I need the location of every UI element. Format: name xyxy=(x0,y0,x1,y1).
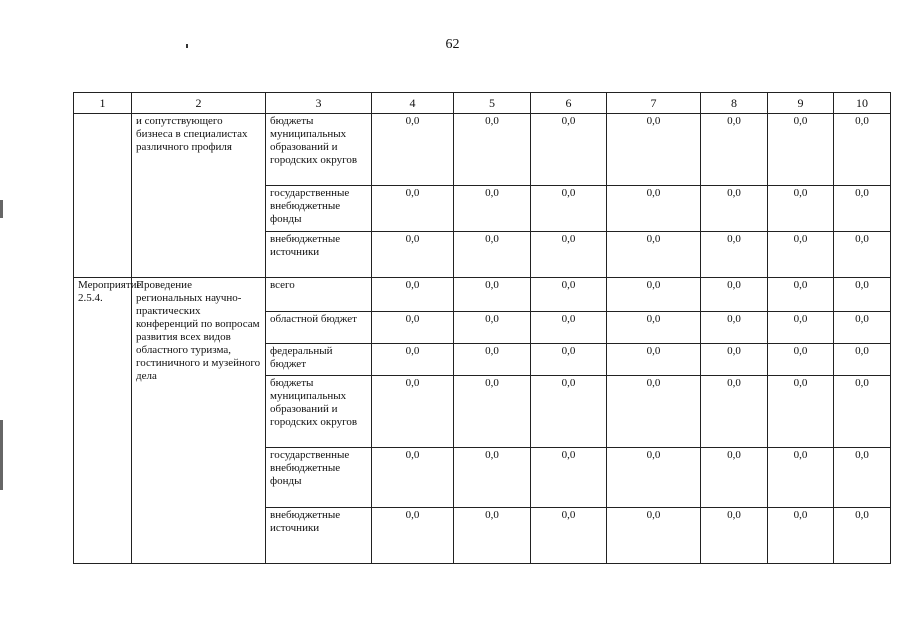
value-cell: 0,0 xyxy=(701,278,768,312)
value-cell: 0,0 xyxy=(607,312,701,344)
value-cell: 0,0 xyxy=(701,508,768,564)
value-cell: 0,0 xyxy=(768,186,834,232)
value-cell: 0,0 xyxy=(768,376,834,448)
funding-source-cell: государственные внебюджетные фонды xyxy=(266,448,372,508)
value-cell: 0,0 xyxy=(372,278,454,312)
funding-source-cell: государственные внебюджетные фонды xyxy=(266,186,372,232)
header-row xyxy=(74,93,891,114)
value-cell: 0,0 xyxy=(768,278,834,312)
funding-source-cell: внебюджетные источники xyxy=(266,232,372,278)
value-cell: 0,0 xyxy=(701,186,768,232)
activity-code-cell: Мероприятие 2.5.4. xyxy=(74,278,132,564)
value-cell: 0,0 xyxy=(531,278,607,312)
value-cell: 0,0 xyxy=(454,114,531,186)
value-cell: 0,0 xyxy=(607,278,701,312)
value-cell: 0,0 xyxy=(701,448,768,508)
value-cell: 0,0 xyxy=(701,312,768,344)
value-cell: 0,0 xyxy=(768,232,834,278)
header-cell: 7 xyxy=(607,93,701,114)
value-cell: 0,0 xyxy=(372,448,454,508)
value-cell: 0,0 xyxy=(372,508,454,564)
activity-code-cell xyxy=(74,114,132,278)
value-cell: 0,0 xyxy=(372,232,454,278)
value-cell: 0,0 xyxy=(701,232,768,278)
table-row xyxy=(74,114,891,186)
value-cell: 0,0 xyxy=(768,344,834,376)
value-cell: 0,0 xyxy=(607,344,701,376)
value-cell: 0,0 xyxy=(701,344,768,376)
value-cell: 0,0 xyxy=(834,114,891,186)
header-cell: 9 xyxy=(768,93,834,114)
value-cell: 0,0 xyxy=(607,376,701,448)
value-cell: 0,0 xyxy=(834,448,891,508)
header-cell: 6 xyxy=(531,93,607,114)
value-cell: 0,0 xyxy=(454,448,531,508)
value-cell: 0,0 xyxy=(531,232,607,278)
funding-source-cell: бюджеты муниципальных образований и городских округов xyxy=(266,114,372,186)
header-cell: 10 xyxy=(834,93,891,114)
budget-table xyxy=(73,92,891,564)
value-cell: 0,0 xyxy=(454,344,531,376)
value-cell: 0,0 xyxy=(531,508,607,564)
value-cell: 0,0 xyxy=(834,278,891,312)
value-cell: 0,0 xyxy=(768,114,834,186)
value-cell: 0,0 xyxy=(607,448,701,508)
value-cell: 0,0 xyxy=(454,232,531,278)
table-row xyxy=(74,278,891,312)
funding-source-cell: всего xyxy=(266,278,372,312)
value-cell: 0,0 xyxy=(834,344,891,376)
value-cell: 0,0 xyxy=(454,312,531,344)
funding-source-cell: областной бюджет xyxy=(266,312,372,344)
activity-description-cell: и сопутствующего бизнеса в специалистах различного профиля xyxy=(132,114,266,278)
value-cell: 0,0 xyxy=(531,344,607,376)
value-cell: 0,0 xyxy=(834,186,891,232)
header-cell: 1 xyxy=(74,93,132,114)
funding-source-cell: федеральный бюджет xyxy=(266,344,372,376)
value-cell: 0,0 xyxy=(531,186,607,232)
value-cell: 0,0 xyxy=(372,312,454,344)
funding-source-cell: бюджеты муниципальных образований и городских округов xyxy=(266,376,372,448)
header-cell: 3 xyxy=(266,93,372,114)
value-cell: 0,0 xyxy=(834,376,891,448)
value-cell: 0,0 xyxy=(607,186,701,232)
scan-edge-mark xyxy=(0,200,3,218)
value-cell: 0,0 xyxy=(834,232,891,278)
value-cell: 0,0 xyxy=(607,114,701,186)
value-cell: 0,0 xyxy=(768,448,834,508)
scan-edge-mark xyxy=(0,420,3,490)
activity-description-cell: Проведение региональных научно-практических конференций по вопросам развития всех видов областного туризма, гостиничного и музейного дела xyxy=(132,278,266,564)
funding-source-cell: внебюджетные источники xyxy=(266,508,372,564)
value-cell: 0,0 xyxy=(607,232,701,278)
header-cell: 5 xyxy=(454,93,531,114)
value-cell: 0,0 xyxy=(454,508,531,564)
value-cell: 0,0 xyxy=(531,114,607,186)
scan-mark xyxy=(186,44,188,48)
header-cell: 4 xyxy=(372,93,454,114)
value-cell: 0,0 xyxy=(607,508,701,564)
value-cell: 0,0 xyxy=(834,508,891,564)
value-cell: 0,0 xyxy=(701,114,768,186)
value-cell: 0,0 xyxy=(768,508,834,564)
header-cell: 8 xyxy=(701,93,768,114)
value-cell: 0,0 xyxy=(454,186,531,232)
page-number: 62 xyxy=(445,37,460,52)
value-cell: 0,0 xyxy=(834,312,891,344)
value-cell: 0,0 xyxy=(372,114,454,186)
value-cell: 0,0 xyxy=(372,344,454,376)
value-cell: 0,0 xyxy=(531,376,607,448)
header-cell: 2 xyxy=(132,93,266,114)
value-cell: 0,0 xyxy=(531,312,607,344)
value-cell: 0,0 xyxy=(454,376,531,448)
value-cell: 0,0 xyxy=(768,312,834,344)
value-cell: 0,0 xyxy=(531,448,607,508)
value-cell: 0,0 xyxy=(372,186,454,232)
value-cell: 0,0 xyxy=(701,376,768,448)
value-cell: 0,0 xyxy=(372,376,454,448)
value-cell: 0,0 xyxy=(454,278,531,312)
